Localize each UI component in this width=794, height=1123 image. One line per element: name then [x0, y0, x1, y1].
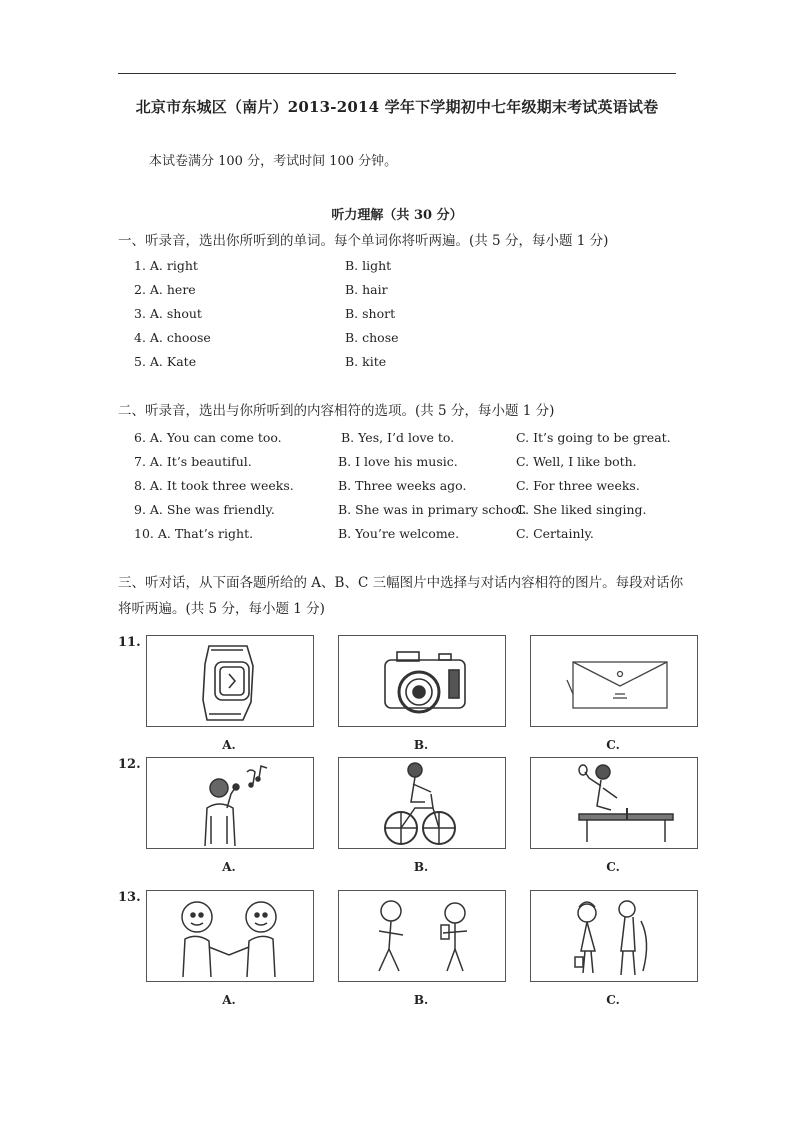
intro-text: 本试卷满分 100 分，考试时间 100 分钟。 — [149, 154, 398, 169]
option-b: B. chose — [345, 330, 399, 345]
picture-question-12 — [118, 757, 700, 874]
camera-picture — [338, 635, 506, 727]
option-b: B. You’re welcome. — [338, 526, 460, 541]
option-b: B. short — [345, 306, 396, 321]
question-row — [134, 258, 694, 276]
watch-picture — [146, 635, 314, 727]
picture-question-11 — [118, 635, 700, 752]
man-playing-table-tennis-picture — [530, 757, 698, 849]
question-row — [134, 306, 694, 324]
option-b: B. kite — [345, 354, 387, 369]
option-a: 5. A. Kate — [134, 354, 197, 369]
option-a: 7. A. It’s beautiful. — [134, 454, 252, 469]
two-boys-shaking-hands-picture — [146, 890, 314, 982]
boy-singing-picture — [146, 757, 314, 849]
option-caption: A. — [222, 860, 236, 874]
option-b: B. hair — [345, 282, 388, 297]
page-title: 北京市东城区（南片）2013-2014 学年下学期初中七年级期末考试英语试卷 — [135, 98, 659, 116]
option-c: C. Certainly. — [516, 526, 594, 541]
option-b: B. She was in primary school. — [338, 502, 527, 517]
girl-and-man-talking-picture — [530, 890, 698, 982]
part1-instruction: 一、听录音，选出你所听到的单词。每个单词你将听两遍。(共 5 分，每小题 1 分) — [118, 233, 609, 249]
option-c: C. Well, I like both. — [516, 454, 637, 469]
question-number: 13. — [118, 890, 141, 905]
option-caption: B. — [413, 738, 429, 752]
option-a: 8. A. It took three weeks. — [134, 478, 294, 493]
option-a: 3. A. shout — [134, 306, 202, 321]
option-a: 6. A. You can come too. — [134, 430, 282, 445]
question-row — [134, 502, 694, 520]
two-kids-walking-picture — [338, 890, 506, 982]
option-a: 4. A. choose — [134, 330, 211, 345]
question-row — [134, 430, 694, 448]
boy-cycling-picture — [338, 757, 506, 849]
question-row — [134, 354, 694, 372]
question-row — [134, 454, 694, 472]
question-number: 11. — [118, 635, 141, 650]
option-b: B. I love his music. — [338, 454, 458, 469]
option-c: C. She liked singing. — [516, 502, 647, 517]
section-heading: 听力理解（共 30 分） — [331, 208, 463, 223]
header-rule — [118, 73, 676, 74]
option-caption: A. — [222, 993, 236, 1007]
option-c: C. It’s going to be great. — [516, 430, 671, 445]
option-caption: B. — [413, 860, 429, 874]
option-b: B. light — [345, 258, 392, 273]
option-c: C. For three weeks. — [516, 478, 640, 493]
part2-instruction: 二、听录音，选出与你所听到的内容相符的选项。(共 5 分，每小题 1 分) — [118, 403, 555, 419]
option-a: 2. A. here — [134, 282, 196, 297]
wallet-picture — [530, 635, 698, 727]
option-b: B. Three weeks ago. — [338, 478, 467, 493]
question-number: 12. — [118, 757, 141, 772]
question-row — [134, 282, 694, 300]
question-row — [134, 526, 694, 544]
option-caption: C. — [606, 860, 620, 874]
option-a: 9. A. She was friendly. — [134, 502, 275, 517]
question-row — [134, 330, 694, 348]
option-a: 1. A. right — [134, 258, 198, 273]
question-row — [134, 478, 694, 496]
part3-instruction: 三、听对话，从下面各题所给的 A、B、C 三幅图片中选择与对话内容相符的图片。每段对话你将听两遍。(共 5 分，每小题 1 分) — [118, 575, 684, 617]
picture-question-13 — [118, 890, 700, 1007]
option-b: B. Yes, I’d love to. — [341, 430, 455, 445]
option-caption: C. — [606, 993, 620, 1007]
option-caption: A. — [222, 738, 236, 752]
option-caption: C. — [606, 738, 620, 752]
option-a: 10. A. That’s right. — [134, 526, 254, 541]
option-caption: B. — [413, 993, 429, 1007]
